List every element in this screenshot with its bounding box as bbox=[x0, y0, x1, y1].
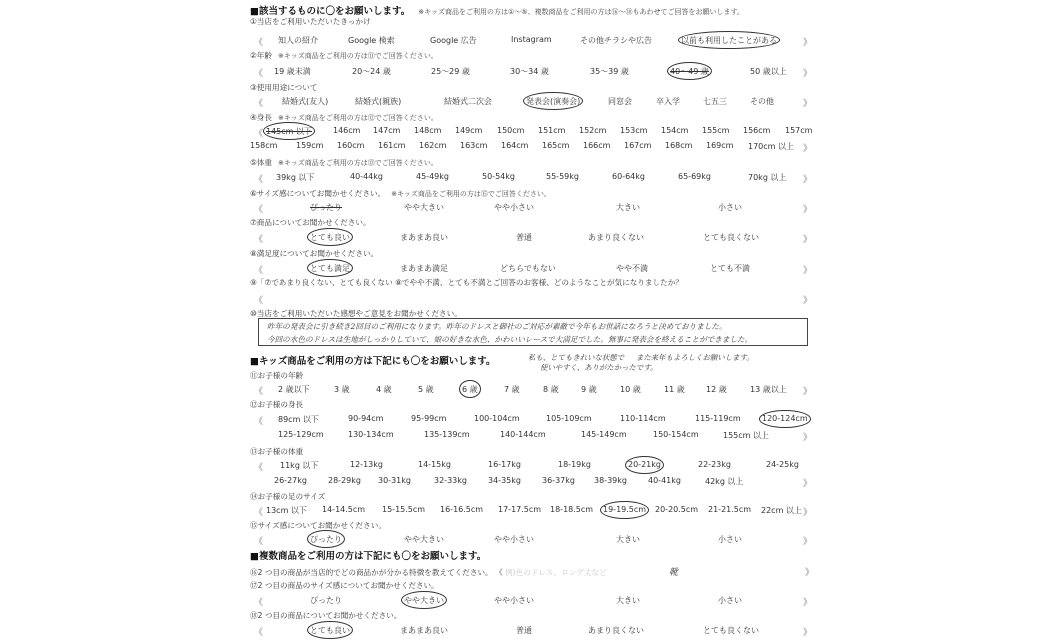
q8-options-row bbox=[248, 263, 814, 275]
q12-options-row bbox=[248, 430, 814, 442]
q6-option[interactable]: やや小さい bbox=[494, 203, 534, 212]
q5-option[interactable]: 45-49kg bbox=[416, 172, 449, 181]
q13-option[interactable]: 30-31kg bbox=[378, 476, 411, 485]
bracket-open: 《 bbox=[254, 296, 264, 306]
q2-option[interactable]: 35～39 歳 bbox=[590, 67, 629, 76]
q2-option[interactable]: 50 歳以上 bbox=[750, 67, 787, 76]
q11-option[interactable]: 10 歳 bbox=[620, 385, 641, 394]
q3-option[interactable]: 七五三 bbox=[703, 97, 727, 106]
q9-options-row bbox=[248, 293, 814, 305]
q5-option[interactable]: 70kg 以上 bbox=[748, 173, 787, 182]
bracket-close: 》 bbox=[802, 433, 812, 443]
q13-option[interactable]: 42kg 以上 bbox=[705, 477, 744, 486]
q14-option[interactable]: 18-18.5cm bbox=[550, 505, 594, 514]
q4-label-text: ④身長 bbox=[250, 113, 272, 122]
q4-option[interactable]: 169cm bbox=[706, 141, 734, 150]
q2-option[interactable]: 25～29 歳 bbox=[431, 67, 470, 76]
bracket-close: 》 bbox=[802, 235, 812, 245]
q14-option[interactable]: 14-14.5cm bbox=[322, 505, 366, 514]
q17-label-text: ⑰2 つ目の商品のサイズ感についてお聞かせください。 bbox=[250, 581, 439, 590]
q14-option[interactable]: 22cm 以上 bbox=[761, 506, 802, 515]
q7-option[interactable]: あまり良くない bbox=[588, 233, 644, 242]
q4-option[interactable]: 157cm bbox=[785, 126, 813, 135]
q16-label: ⑯2 つ目の商品が当店的でどの商品かが分かる特徴を教えてください。 bbox=[250, 568, 493, 577]
q4-option[interactable]: 148cm bbox=[414, 126, 442, 135]
q8-label bbox=[250, 248, 378, 259]
q18-option-selected[interactable]: とても良い bbox=[310, 626, 350, 635]
q11-option[interactable]: 2 歳以下 bbox=[278, 385, 310, 394]
q12-option[interactable]: 130-134cm bbox=[348, 430, 394, 439]
q14-option[interactable]: 17-17.5cm bbox=[498, 505, 542, 514]
bracket-close: 》 bbox=[802, 144, 812, 154]
bracket-close: 》 bbox=[804, 568, 814, 578]
q8-option-selected[interactable]: とても満足 bbox=[310, 264, 350, 273]
q18-options-row bbox=[248, 625, 814, 637]
q1-option[interactable]: Google 広告 bbox=[430, 36, 477, 45]
q4-option[interactable]: 156cm bbox=[743, 126, 771, 135]
q4-option[interactable]: 153cm bbox=[620, 126, 648, 135]
q4-note: ※キッズ商品をご利用の方は⑫でご回答ください。 bbox=[278, 114, 438, 122]
q15-option-selected[interactable]: ぴったり bbox=[310, 535, 342, 544]
q11-label bbox=[250, 370, 303, 381]
bracket-open: 《 bbox=[254, 266, 264, 276]
q4-option[interactable]: 151cm bbox=[538, 126, 566, 135]
q4-option[interactable]: 168cm bbox=[665, 141, 693, 150]
form-header bbox=[250, 3, 744, 17]
q11-option[interactable]: 4 歳 bbox=[376, 385, 392, 394]
q4-option[interactable]: 165cm bbox=[542, 141, 570, 150]
bracket-close: 》 bbox=[802, 175, 812, 185]
q12-label bbox=[250, 399, 303, 410]
q3-option[interactable]: 結婚式(友人) bbox=[282, 97, 329, 106]
q14-option-selected[interactable]: 19-19.5cm bbox=[603, 505, 647, 514]
bracket-open: 《 bbox=[254, 99, 264, 109]
q18-option[interactable]: 普通 bbox=[516, 626, 532, 635]
q18-option[interactable]: まあまあ良い bbox=[400, 626, 448, 635]
q4-option[interactable]: 161cm bbox=[378, 141, 406, 150]
q2-label bbox=[250, 50, 438, 61]
q10-label: ⑩当店をご利用いただいた感想やご意見をお聞かせください。 bbox=[250, 309, 462, 318]
q11-option[interactable]: 12 歳 bbox=[706, 385, 727, 394]
q12-label-text: ⑫お子様の身長 bbox=[250, 400, 304, 409]
q5-option[interactable]: 50-54kg bbox=[482, 172, 515, 181]
multi-section-header: ■複数商品をご利用の方は下記にも〇をお願いします。 bbox=[250, 551, 487, 562]
q2-options-row bbox=[248, 66, 814, 78]
q2-option[interactable]: 19 歳未満 bbox=[274, 67, 311, 76]
q4-option[interactable]: 154cm bbox=[661, 126, 689, 135]
q7-options-row bbox=[248, 232, 814, 244]
q9-label-text: ⑨「⑦であまり良くない、とても良くない ⑧でやや不満、とても不満とご回答のお客様、どのようなことが気になりましたか？ bbox=[250, 278, 683, 287]
q11-label-text: ⑪お子様の年齢 bbox=[250, 371, 304, 380]
q12-option[interactable]: 90-94cm bbox=[348, 414, 384, 423]
q4-options-row bbox=[248, 126, 814, 138]
q1-options-row bbox=[248, 35, 814, 47]
q18-option[interactable]: あまり良くない bbox=[588, 626, 644, 635]
bracket-open: 《 bbox=[254, 205, 264, 215]
q13-label bbox=[250, 446, 303, 457]
q9-label bbox=[250, 277, 683, 288]
q13-option-selected[interactable]: 20-21kg bbox=[628, 460, 661, 469]
q12-option[interactable]: 145-149cm bbox=[581, 430, 627, 439]
q1-option[interactable]: Instagram bbox=[511, 35, 552, 44]
q4-option[interactable]: 166cm bbox=[583, 141, 611, 150]
q13-option[interactable]: 26-27kg bbox=[274, 476, 307, 485]
q11-option[interactable]: 5 歳 bbox=[418, 385, 434, 394]
q12-option[interactable]: 125-129cm bbox=[278, 430, 324, 439]
q12-option[interactable]: 89cm 以下 bbox=[278, 415, 319, 424]
q14-options-row bbox=[248, 505, 814, 517]
q3-option[interactable]: 結婚式二次会 bbox=[444, 97, 492, 106]
q18-label-text: ⑱2 つ目の商品についてお聞かせください。 bbox=[250, 611, 402, 620]
q4-option[interactable]: 159cm bbox=[296, 141, 324, 150]
bracket-close: 》 bbox=[802, 99, 812, 109]
q2-option[interactable]: 30～34 歳 bbox=[510, 67, 549, 76]
q6-label-text: ⑥サイズ感についてお聞かせください。 bbox=[250, 189, 386, 198]
q11-option[interactable]: 3 歳 bbox=[334, 385, 350, 394]
bracket-close: 》 bbox=[802, 69, 812, 79]
bracket-open: 《 bbox=[254, 175, 264, 185]
q13-label-text: ⑬お子様の体重 bbox=[250, 447, 304, 456]
q14-option[interactable]: 16-16.5cm bbox=[440, 505, 484, 514]
q4-option[interactable]: 150cm bbox=[497, 126, 525, 135]
q15-label bbox=[250, 520, 386, 531]
q17-options-row bbox=[248, 595, 814, 607]
bracket-close: 》 bbox=[802, 479, 812, 489]
q5-option[interactable]: 39kg 以下 bbox=[276, 173, 315, 182]
q7-option[interactable]: とても良くない bbox=[703, 233, 759, 242]
q16-row bbox=[250, 565, 678, 578]
q12-option[interactable]: 115-119cm bbox=[695, 414, 741, 423]
q5-label bbox=[250, 157, 438, 168]
q5-option[interactable]: 40-44kg bbox=[350, 172, 383, 181]
bracket-open: 《 bbox=[254, 598, 264, 608]
bracket-close: 》 bbox=[802, 296, 812, 306]
q1-option[interactable]: Google 検索 bbox=[348, 36, 395, 45]
bracket-open: 《 bbox=[254, 129, 264, 139]
q13-option[interactable]: 22-23kg bbox=[698, 460, 731, 469]
q8-option[interactable]: まあまあ満足 bbox=[400, 264, 448, 273]
q6-option[interactable]: 小さい bbox=[718, 203, 742, 212]
q6-option[interactable]: やや大きい bbox=[404, 203, 444, 212]
q4-option[interactable]: 163cm bbox=[460, 141, 488, 150]
q13-option[interactable]: 14-15kg bbox=[418, 460, 451, 469]
q8-label-text: ⑧満足度についてお聞かせください。 bbox=[250, 249, 379, 258]
q4-option[interactable]: 164cm bbox=[501, 141, 529, 150]
handwritten-note-2: 使いやすく、ありがたかったです。 bbox=[540, 363, 658, 372]
q4-option[interactable]: 170cm 以上 bbox=[748, 142, 795, 151]
bracket-close: 》 bbox=[802, 205, 812, 215]
q13-option[interactable]: 32-33kg bbox=[434, 476, 467, 485]
q13-option[interactable]: 24-25kg bbox=[766, 460, 799, 469]
q1-option[interactable]: 知人の紹介 bbox=[278, 36, 318, 45]
q4-option[interactable]: 162cm bbox=[419, 141, 447, 150]
bracket-open: 《 bbox=[254, 463, 264, 473]
q3-label-text: ③使用用途について bbox=[250, 83, 318, 92]
kids-section-header: ■キッズ商品をご利用の方は下記にも〇をお願いします。 bbox=[250, 356, 496, 367]
q4-options-row bbox=[248, 141, 814, 153]
q11-option[interactable]: 9 歳 bbox=[581, 385, 597, 394]
q5-label-text: ⑤体重 bbox=[250, 158, 272, 167]
q14-label-text: ⑭お子様の足のサイズ bbox=[250, 492, 326, 501]
bracket-close: 》 bbox=[802, 508, 812, 518]
bracket-open: 《 bbox=[254, 508, 264, 518]
q13-option[interactable]: 36-37kg bbox=[542, 476, 575, 485]
bracket-open: 《 bbox=[495, 568, 503, 577]
bracket-open: 《 bbox=[254, 387, 264, 397]
q7-label-text: ⑦商品についてお聞かせください。 bbox=[250, 218, 371, 227]
q2-note: ※キッズ商品をご利用の方は⑪でご回答ください。 bbox=[278, 52, 438, 60]
q1-label bbox=[250, 16, 371, 27]
q14-option[interactable]: 21-21.5cm bbox=[708, 505, 752, 514]
q14-option[interactable]: 15-15.5cm bbox=[382, 505, 426, 514]
q13-option[interactable]: 18-19kg bbox=[558, 460, 591, 469]
q13-option[interactable]: 40-41kg bbox=[648, 476, 681, 485]
q1-label-text: ①当店をご利用いただいたきっかけ bbox=[250, 17, 371, 26]
q12-option[interactable]: 100-104cm bbox=[474, 414, 520, 423]
q5-option[interactable]: 55-59kg bbox=[546, 172, 579, 181]
q11-option[interactable]: 11 歳 bbox=[664, 385, 685, 394]
q17-option[interactable]: やや小さい bbox=[494, 596, 534, 605]
bracket-open: 《 bbox=[254, 235, 264, 245]
q13-option[interactable]: 28-29kg bbox=[328, 476, 361, 485]
q4-option-selected[interactable]: 145cm 以下 bbox=[266, 127, 313, 136]
q13-option[interactable]: 38-39kg bbox=[594, 476, 627, 485]
q8-option[interactable]: やや不満 bbox=[616, 264, 648, 273]
q11-option[interactable]: 8 歳 bbox=[543, 385, 559, 394]
q14-label bbox=[250, 491, 325, 502]
q17-option-selected[interactable]: やや大きい bbox=[404, 596, 444, 605]
bracket-open: 《 bbox=[254, 537, 264, 547]
q15-option[interactable]: やや小さい bbox=[494, 535, 534, 544]
q15-label-text: ⑮サイズ感についてお聞かせください。 bbox=[250, 521, 386, 530]
q3-option[interactable]: 卒入学 bbox=[656, 97, 680, 106]
bracket-open: 《 bbox=[254, 628, 264, 638]
bracket-close: 》 bbox=[802, 266, 812, 276]
q16-placeholder: 例)色のドレス、ロング丈など bbox=[505, 568, 607, 577]
q15-option[interactable]: 小さい bbox=[718, 535, 742, 544]
q12-option[interactable]: 135-139cm bbox=[424, 430, 470, 439]
q4-option[interactable]: 167cm bbox=[624, 141, 652, 150]
q11-options-row bbox=[248, 384, 814, 396]
bracket-close: 》 bbox=[802, 628, 812, 638]
q13-option[interactable]: 16-17kg bbox=[488, 460, 521, 469]
q17-option[interactable]: ぴったり bbox=[310, 596, 342, 605]
q13-option[interactable]: 12-13kg bbox=[350, 460, 383, 469]
q12-options-row bbox=[248, 414, 814, 426]
q16-answer[interactable]: 靴 bbox=[669, 568, 679, 578]
q4-option[interactable]: 149cm bbox=[455, 126, 483, 135]
q17-label bbox=[250, 580, 439, 591]
q5-note: ※キッズ商品をご利用の方は⑬でご回答ください。 bbox=[278, 159, 438, 167]
q12-option[interactable]: 110-114cm bbox=[620, 414, 666, 423]
q3-option-selected[interactable]: 発表会(演奏会) bbox=[526, 97, 581, 106]
q4-option[interactable]: 158cm bbox=[250, 141, 278, 150]
q1-option[interactable]: その他チラシや広告 bbox=[580, 36, 652, 45]
q7-option-selected[interactable]: とても良い bbox=[310, 233, 350, 242]
q14-option[interactable]: 20-20.5cm bbox=[655, 505, 699, 514]
q5-options-row bbox=[248, 172, 814, 184]
q4-label bbox=[250, 112, 438, 123]
q6-option[interactable]: ぴったり bbox=[310, 203, 342, 212]
q2-option[interactable]: 20～24 歳 bbox=[352, 67, 391, 76]
q3-option[interactable]: その他 bbox=[750, 97, 774, 106]
q18-label bbox=[250, 610, 401, 621]
q18-option[interactable]: とても良くない bbox=[703, 626, 759, 635]
q10-comment-box bbox=[258, 318, 808, 346]
q8-option[interactable]: とても不満 bbox=[710, 264, 750, 273]
q6-option[interactable]: 大きい bbox=[616, 203, 640, 212]
q17-option[interactable]: 小さい bbox=[718, 596, 742, 605]
bracket-close: 》 bbox=[802, 537, 812, 547]
q4-option[interactable]: 146cm bbox=[333, 126, 361, 135]
q13-option[interactable]: 11kg 以下 bbox=[280, 461, 319, 470]
q4-option[interactable]: 160cm bbox=[337, 141, 365, 150]
q12-option[interactable]: 150-154cm bbox=[653, 430, 699, 439]
bracket-open: 《 bbox=[254, 417, 264, 427]
q4-option[interactable]: 152cm bbox=[579, 126, 607, 135]
q12-option[interactable]: 140-144cm bbox=[500, 430, 546, 439]
q6-options-row bbox=[248, 202, 814, 214]
q7-option[interactable]: 普通 bbox=[516, 233, 532, 242]
q11-option-selected[interactable]: 6 歳 bbox=[462, 385, 478, 394]
q5-option[interactable]: 65-69kg bbox=[678, 172, 711, 181]
q15-option[interactable]: 大きい bbox=[616, 535, 640, 544]
q3-label bbox=[250, 82, 317, 93]
q8-option[interactable]: どちらでもない bbox=[500, 264, 556, 273]
q7-label bbox=[250, 217, 371, 228]
q15-option[interactable]: やや大きい bbox=[404, 535, 444, 544]
q2-label-text: ②年齢 bbox=[250, 51, 272, 60]
bracket-open: 《 bbox=[254, 38, 264, 48]
q11-option[interactable]: 7 歳 bbox=[504, 385, 520, 394]
q7-option[interactable]: まあまあ良い bbox=[400, 233, 448, 242]
handwritten-note-1b: また来年もよろしくお願いします。 bbox=[636, 353, 754, 362]
q12-option[interactable]: 95-99cm bbox=[411, 414, 447, 423]
q10-answer-line1: 昨年の発表会に引き続き2回目のご利用になります。昨年のドレスと御社のご対応が素敵で今年もお世話になろうと決めておりました。 bbox=[267, 322, 727, 331]
q6-label bbox=[250, 188, 551, 199]
bracket-close: 》 bbox=[802, 387, 812, 397]
survey-form bbox=[248, 0, 818, 640]
q13-option[interactable]: 34-35kg bbox=[488, 476, 521, 485]
q4-option[interactable]: 155cm bbox=[702, 126, 730, 135]
q12-option[interactable]: 105-109cm bbox=[546, 414, 592, 423]
form-header-note: ※キッズ商品をご利用の方は①～⑤、複数商品をご利用の方は⑯～⑱もあわせてご回答をお願いします。 bbox=[418, 8, 744, 16]
q3-option[interactable]: 同窓会 bbox=[608, 97, 632, 106]
handwritten-note-1a: 私も、とてもきれいな状態で bbox=[528, 353, 625, 362]
q4-option[interactable]: 147cm bbox=[373, 126, 401, 135]
q2-option-selected[interactable]: 40～49 歳 bbox=[670, 67, 709, 76]
q12-option[interactable]: 155cm 以上 bbox=[723, 431, 770, 440]
q1-option-selected[interactable]: 以前も利用したことがある bbox=[681, 36, 777, 45]
q3-options-row bbox=[248, 96, 814, 108]
q6-note: ※キッズ商品をご利用の方は⑮でご回答ください。 bbox=[391, 190, 551, 198]
bracket-open: 《 bbox=[254, 69, 264, 79]
q5-option[interactable]: 60-64kg bbox=[612, 172, 645, 181]
q12-option-selected[interactable]: 120-124cm bbox=[762, 414, 808, 423]
q13-options-row bbox=[248, 460, 814, 472]
q13-options-row bbox=[248, 476, 814, 488]
bracket-close: 》 bbox=[802, 598, 812, 608]
bracket-close: 》 bbox=[802, 38, 812, 48]
q17-option[interactable]: 大きい bbox=[616, 596, 640, 605]
form-title: ■該当するものに〇をお願いします。 bbox=[250, 6, 411, 17]
q14-option[interactable]: 13cm 以下 bbox=[266, 506, 307, 515]
q3-option[interactable]: 結婚式(親族) bbox=[355, 97, 402, 106]
q11-option[interactable]: 13 歳以上 bbox=[750, 385, 787, 394]
q10-answer-line2: 今回の水色のドレスは生地がしっかりしていて、娘の好きな水色、かわいいレースで大満足でした。無事に発表会を終えることができました。 bbox=[267, 335, 753, 344]
q15-options-row bbox=[248, 534, 814, 546]
